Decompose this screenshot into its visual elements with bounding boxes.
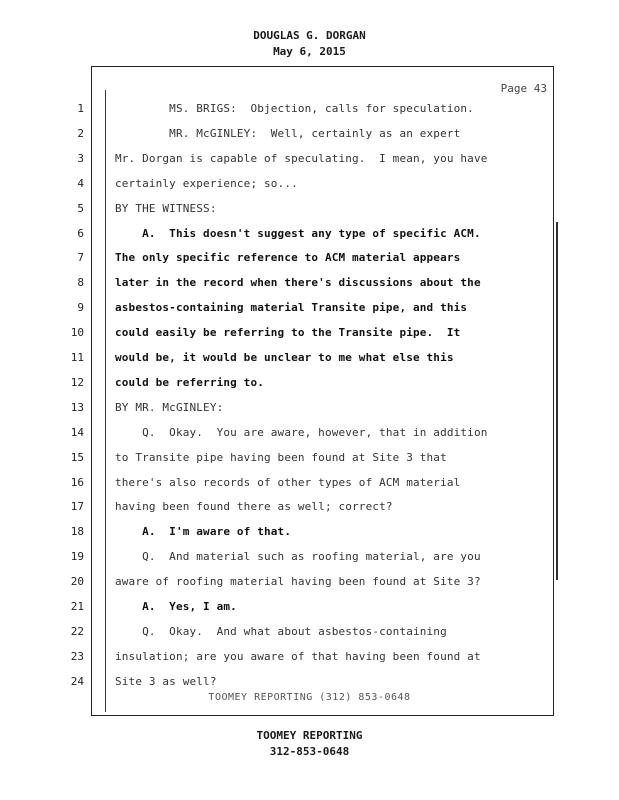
line-number: 16	[70, 475, 84, 489]
line-number: 8	[77, 276, 84, 290]
line-text: Mr. Dorgan is capable of speculating. I mean, you have	[115, 151, 488, 165]
line-number: 17	[70, 500, 84, 514]
line-text: Site 3 as well?	[115, 674, 217, 688]
line-number: 14	[70, 425, 84, 439]
line-text: BY THE WITNESS:	[115, 201, 217, 215]
inner-footer: TOOMEY REPORTING (312) 853-0648	[208, 692, 411, 703]
line-number: 24	[70, 674, 84, 688]
line-text: certainly experience; so...	[115, 176, 298, 190]
transcript-line	[0, 227, 619, 251]
transcript-line	[0, 426, 619, 450]
line-number: 12	[70, 375, 84, 389]
line-number: 1	[77, 102, 84, 115]
line-text: asbestos-containing material Transite pipe, and this	[115, 301, 468, 315]
line-number: 13	[70, 400, 84, 414]
line-text: insulation; are you aware of that having been found at	[115, 649, 481, 663]
line-number: 3	[77, 151, 84, 165]
transcript-line	[0, 650, 619, 674]
transcript-line	[0, 301, 619, 325]
transcript-line	[0, 351, 619, 375]
transcript-line	[0, 251, 619, 275]
line-text: The only specific reference to ACM material appears	[115, 251, 461, 265]
line-text: A. This doesn't suggest any type of specific ACM.	[115, 226, 481, 240]
transcript-line	[0, 127, 619, 151]
transcript-line	[0, 152, 619, 176]
line-text: MS. BRIGS: Objection, calls for speculation.	[115, 102, 474, 115]
line-text: having been found there as well; correct?	[115, 500, 393, 514]
transcript-line	[0, 600, 619, 624]
transcript-line	[0, 202, 619, 226]
transcript-line	[0, 451, 619, 475]
transcript-line	[0, 550, 619, 574]
transcript-line	[0, 326, 619, 350]
transcript-footer	[0, 728, 619, 760]
witness-name: DOUGLAS G. DORGAN	[253, 29, 366, 42]
line-text: could easily be referring to the Transite pipe. It	[115, 326, 461, 340]
line-text: A. Yes, I am.	[115, 600, 237, 613]
line-number: 20	[70, 575, 84, 589]
line-text: could be referring to.	[115, 375, 264, 389]
line-text: BY MR. McGINLEY:	[115, 400, 224, 414]
transcript-line	[0, 500, 619, 524]
line-number: 23	[70, 649, 84, 663]
line-text: Q. Okay. You are aware, however, that in addition	[115, 425, 488, 439]
line-number: 7	[77, 251, 84, 265]
line-number: 2	[77, 126, 84, 140]
reporting-phone: 312-853-0648	[269, 745, 350, 758]
deposition-date: May 6, 2015	[273, 45, 346, 58]
line-number: 18	[70, 525, 84, 539]
line-number: 21	[70, 600, 84, 613]
transcript-line	[0, 476, 619, 500]
transcript-line	[0, 525, 619, 549]
transcript-line	[0, 177, 619, 201]
line-text: Q. Okay. And what about asbestos-containing	[115, 624, 447, 638]
line-number: 22	[70, 624, 84, 638]
line-number: 11	[70, 351, 84, 364]
line-text: Q. And material such as roofing material, are you	[115, 550, 481, 564]
line-number: 5	[77, 201, 84, 215]
line-text: to Transite pipe having been found at Site 3 that	[115, 450, 447, 464]
line-text: aware of roofing material having been found at Site 3?	[115, 575, 481, 589]
transcript-line	[0, 102, 619, 126]
line-number: 19	[70, 550, 84, 564]
reporting-company: TOOMEY REPORTING	[256, 729, 363, 742]
line-number: 4	[77, 176, 84, 190]
line-number: 10	[70, 326, 84, 340]
line-text: would be, it would be unclear to me what else this	[115, 351, 454, 364]
transcript-line	[0, 376, 619, 400]
transcript-line	[0, 401, 619, 425]
transcript-header	[0, 28, 619, 60]
line-text: MR. McGINLEY: Well, certainly as an expert	[115, 126, 461, 140]
line-number: 9	[77, 301, 84, 315]
transcript-line	[0, 575, 619, 599]
line-number: 15	[70, 450, 84, 464]
page-number: Page 43	[500, 82, 547, 95]
line-number: 6	[77, 226, 84, 240]
transcript-line	[0, 276, 619, 300]
line-text: later in the record when there's discussions about the	[115, 276, 481, 290]
line-text: there's also records of other types of ACM material	[115, 475, 461, 489]
transcript-line	[0, 625, 619, 649]
line-text: A. I'm aware of that.	[115, 525, 292, 539]
